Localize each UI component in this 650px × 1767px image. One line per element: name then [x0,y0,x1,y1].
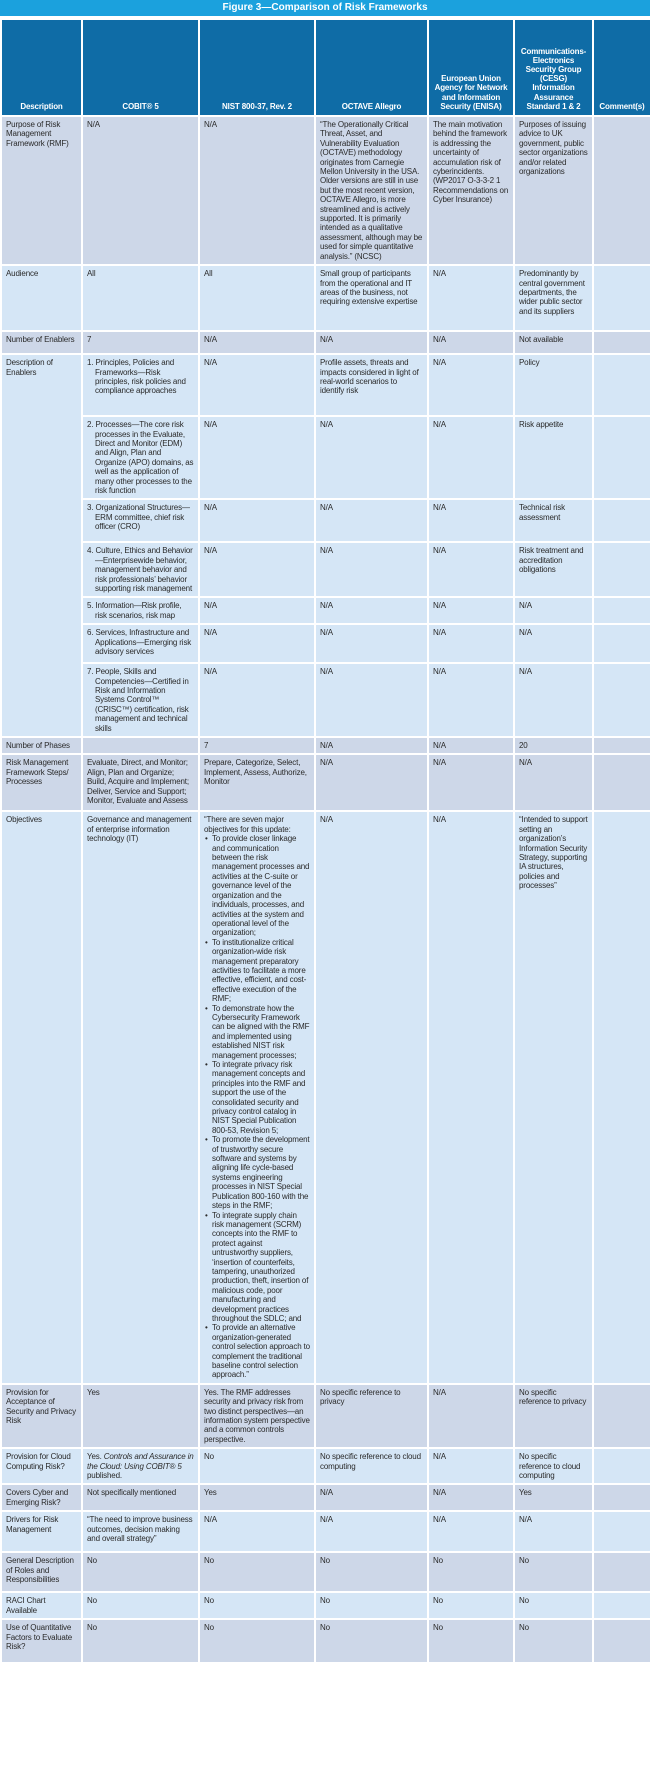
cell-comments [593,354,650,416]
table-row-enabler-6 [1,624,650,663]
cell-octave: “The Operationally Critical Threat, Asset, and Vulnerability Evaluation (OCTAVE) methodology originates from Carnegie Mellon University in the USA. Older versions are still in use but the most recent version, OCTAVE Allegro, is more streamlined and is actively supported. It is primarily intended as a qualitative assessment, although may be used for simple quantitative analysis.” (NCSC) [315,116,428,265]
row-label: Use of Quantitative Factors to Evaluate Risk? [1,1619,82,1663]
list-item: • To provide closer linkage and communication between the risk management processes and activities at the C-suite or governance level of the organization and the individuals, processes, and activities at the system and operational level of the organization; [212,834,310,937]
cell-enisa: N/A [428,811,514,1383]
table-row-cyber-risk [1,1484,650,1511]
cell-enisa: N/A [428,265,514,331]
enabler-text: 7. People, Skills and Competencies—Certified in Risk and Information Systems Control™ (CRISC™) certification, risk management and technical skills [87,667,189,733]
row-label: Provision for Cloud Computing Risk? [1,1448,82,1484]
cell-nist: No [199,1552,315,1592]
cell-comments [593,597,650,624]
cell-comments [593,1448,650,1484]
table-row-number-of-enablers [1,331,650,354]
cell-enisa: N/A [428,737,514,754]
cell-cesg: Purposes of issuing advice to UK government, public sector organizations and/or related organizations [514,116,593,265]
cell-nist: N/A [199,542,315,597]
enabler-text: 2. Processes—The core risk processes in the Evaluate, Direct and Monitor (EDM) and Align, Plan and Organize (APO) domains, as well as the application of many other processes to the risk function [87,420,194,495]
cell-octave: No [315,1592,428,1619]
cell-cobit: No [82,1592,199,1619]
cell-octave: No specific reference to cloud computing [315,1448,428,1484]
table-row-drivers [1,1511,650,1552]
cell-nist: N/A [199,416,315,499]
row-label: Drivers for Risk Management [1,1511,82,1552]
cell-comments [593,1384,650,1448]
cell-octave: No specific reference to privacy [315,1384,428,1448]
cell-cobit: “The need to improve business outcomes, decision making and overall strategy” [82,1511,199,1552]
cell-nist: N/A [199,663,315,737]
cell-cobit: 7 [82,331,199,354]
cell-enisa: N/A [428,1448,514,1484]
table-row-raci [1,1592,650,1619]
list-item: • To integrate supply chain risk management (SCRM) concepts into the RMF to protect against untrustworthy suppliers, ‘insertion of counterfeits, tampering, unauthorized production, theft, insertion of malicious code, poor manufacturing and development practices throughout the SDLC; and [212,1211,310,1324]
cell-enisa: No [428,1592,514,1619]
cell-enisa: No [428,1619,514,1663]
cell-cesg: “Intended to support setting an organization’s Information Security Strategy, supporting IA structures, policies and processes” [514,811,593,1383]
cell-comments [593,1552,650,1592]
cell-nist: N/A [199,354,315,416]
header-nist: NIST 800-37, Rev. 2 [199,19,315,116]
table-row-enabler-5 [1,597,650,624]
cell-comments [593,754,650,811]
cell-cesg: N/A [514,663,593,737]
cloud-cobit-publication-title: Controls and Assurance in the Cloud: Using COBIT® 5 [87,1452,194,1471]
table-row-quantitative [1,1619,650,1663]
cell-cesg: No specific reference to cloud computing [514,1448,593,1484]
cell-comments [593,416,650,499]
cell-octave: N/A [315,331,428,354]
cell-nist: N/A [199,597,315,624]
cell-enisa: No [428,1552,514,1592]
cell-nist: N/A [199,116,315,265]
cell-cobit [82,354,199,416]
cell-cesg: Risk appetite [514,416,593,499]
cell-cobit [82,499,199,542]
list-item: • To provide an alternative organization-generated control selection approach to complement the traditional baseline control selection approach.” [212,1323,310,1379]
table-row-roles [1,1552,650,1592]
list-item: • To promote the development of trustworthy secure software and systems by aligning life cycle-based systems engineering processes in NIST Special Publication 800-160 with the steps in the RMF; [212,1135,310,1210]
cell-cesg: N/A [514,1511,593,1552]
cell-cobit [82,663,199,737]
cell-nist: Prepare, Categorize, Select, Implement, Assess, Authorize, Monitor [199,754,315,811]
header-octave: OCTAVE Allegro [315,19,428,116]
row-label: Covers Cyber and Emerging Risk? [1,1484,82,1511]
cell-octave: N/A [315,1511,428,1552]
cell-cesg: No [514,1619,593,1663]
cell-comments [593,1484,650,1511]
table-row-enabler-1 [1,354,650,416]
cell-enisa: N/A [428,663,514,737]
cell-cobit: N/A [82,116,199,265]
table-row-purpose [1,116,650,265]
cell-nist [199,811,315,1383]
cell-enisa: N/A [428,354,514,416]
cell-cobit: Governance and management of enterprise information technology (IT) [82,811,199,1383]
cell-comments [593,663,650,737]
cell-cesg: No [514,1552,593,1592]
enabler-text: 6. Services, Infrastructure and Applications—Emerging risk advisory services [87,628,192,656]
cell-cobit [82,737,199,754]
cell-enisa: N/A [428,416,514,499]
cell-octave: N/A [315,1484,428,1511]
cell-nist: Yes. The RMF addresses security and privacy risk from two distinct perspectives—an information system perspective and a common controls perspective. [199,1384,315,1448]
cell-enisa: N/A [428,1384,514,1448]
cell-cesg: Risk treatment and accreditation obligations [514,542,593,597]
cell-octave: N/A [315,542,428,597]
nist-objectives-list [204,834,310,1380]
list-item: • To institutionalize critical organization-wide risk management preparatory activities to facilitate a more effective, efficient, and cost-effective execution of the RMF; [212,938,310,1004]
cell-nist: No [199,1619,315,1663]
row-label: Objectives [1,811,82,1383]
cell-comments [593,542,650,597]
table-row-objectives [1,811,650,1383]
table-row-rmf-steps [1,754,650,811]
table-row-number-of-phases [1,737,650,754]
enabler-text: 5. Information—Risk profile, risk scenarios, risk map [87,601,182,620]
cell-cesg: 20 [514,737,593,754]
cell-octave: No [315,1552,428,1592]
header-description: Description [1,19,82,116]
cell-cesg: Yes [514,1484,593,1511]
table-row-enabler-2 [1,416,650,499]
cloud-cobit-suffix: published. [87,1471,122,1481]
cell-octave: Small group of participants from the operational and IT areas of the business, not requiring extensive expertise [315,265,428,331]
cell-enisa: N/A [428,542,514,597]
cell-nist: N/A [199,331,315,354]
cell-comments [593,499,650,542]
cloud-cobit-prefix: Yes. [87,1452,104,1462]
cell-cobit [82,416,199,499]
cell-cesg: N/A [514,624,593,663]
cell-enisa: The main motivation behind the framework is addressing the uncertainty of accumulation risk of cyberincidents. (WP2017 O-3-3-2 1 Recommendations on Cyber Insurance) [428,116,514,265]
cell-comments [593,331,650,354]
cell-comments [593,116,650,265]
list-item: • To demonstrate how the Cybersecurity Framework can be aligned with the RMF and implemented using established NIST risk management processes; [212,1004,310,1060]
cell-comments [593,265,650,331]
enabler-text: 4. Culture, Ethics and Behavior—Enterprisewide behavior, management behavior and risk professionals’ behavior supporting risk management [87,546,193,593]
cell-octave: N/A [315,624,428,663]
cell-enisa: N/A [428,499,514,542]
cell-cobit: All [82,265,199,331]
cell-nist: N/A [199,624,315,663]
cell-cobit [82,542,199,597]
table-row-cloud-risk [1,1448,650,1484]
cell-nist: All [199,265,315,331]
cell-cobit: Not specifically mentioned [82,1484,199,1511]
nist-objectives-intro: “There are seven major objectives for this update: [204,815,291,834]
cell-cesg: N/A [514,754,593,811]
header-enisa: European Union Agency for Network and Information Security (ENISA) [428,19,514,116]
row-label: Number of Phases [1,737,82,754]
cell-octave: No [315,1619,428,1663]
cell-cesg: N/A [514,597,593,624]
cell-comments [593,624,650,663]
cell-octave: N/A [315,754,428,811]
cell-nist: Yes [199,1484,315,1511]
cell-enisa: N/A [428,1511,514,1552]
row-label: Provision for Acceptance of Security and Privacy Risk [1,1384,82,1448]
cell-nist: N/A [199,499,315,542]
row-label: General Description of Roles and Responsibilities [1,1552,82,1592]
row-label: Description of Enablers [1,354,82,737]
cell-enisa: N/A [428,1484,514,1511]
cell-enisa: N/A [428,597,514,624]
cell-cesg: No specific reference to privacy [514,1384,593,1448]
cell-nist: No [199,1592,315,1619]
cell-cobit: No [82,1619,199,1663]
cell-cesg: Technical risk assessment [514,499,593,542]
header-comments: Comment(s) [593,19,650,116]
cell-octave: N/A [315,737,428,754]
cell-comments [593,737,650,754]
table-row-enabler-7 [1,663,650,737]
cell-comments [593,811,650,1383]
row-label: Purpose of Risk Management Framework (RMF) [1,116,82,265]
cell-cesg: No [514,1592,593,1619]
row-label: Risk Management Framework Steps/ Processes [1,754,82,811]
cell-nist: N/A [199,1511,315,1552]
cell-cobit: Yes [82,1384,199,1448]
table-row-privacy-risk [1,1384,650,1448]
cell-enisa: N/A [428,331,514,354]
cell-cobit: No [82,1552,199,1592]
header-row [1,19,650,116]
cell-octave: N/A [315,416,428,499]
cell-cobit [82,1448,199,1484]
list-item: • To integrate privacy risk management concepts and principles into the RMF and support the use of the consolidated security and privacy control catalog in NIST Special Publication 800-53, Revision 5; [212,1060,310,1135]
cell-cobit [82,597,199,624]
figure-title: Figure 3—Comparison of Risk Frameworks [0,0,650,18]
cell-enisa: N/A [428,754,514,811]
header-cesg: Communications-Electronics Security Group (CESG) Information Assurance Standard 1 & 2 [514,19,593,116]
cell-nist: No [199,1448,315,1484]
cell-cobit [82,624,199,663]
row-label: Audience [1,265,82,331]
cell-comments [593,1511,650,1552]
cell-octave: N/A [315,663,428,737]
comparison-table [0,18,650,1664]
cell-cobit: Evaluate, Direct, and Monitor; Align, Plan and Organize; Build, Acquire and Implement; Deliver, Service and Support; Monitor, Evaluate and Assess [82,754,199,811]
header-cobit: COBIT® 5 [82,19,199,116]
cell-octave: Profile assets, threats and impacts considered in light of real-world scenarios to identify risk [315,354,428,416]
cell-comments [593,1619,650,1663]
cell-cesg: Policy [514,354,593,416]
table-row-audience [1,265,650,331]
cell-octave: N/A [315,811,428,1383]
table-row-enabler-4 [1,542,650,597]
cell-enisa: N/A [428,624,514,663]
cell-nist: 7 [199,737,315,754]
cell-cesg: Not available [514,331,593,354]
row-label: Number of Enablers [1,331,82,354]
cell-cesg: Predominantly by central government departments, the wider public sector and its suppliers [514,265,593,331]
cell-octave: N/A [315,597,428,624]
enabler-text: 3. Organizational Structures—ERM committee, chief risk officer (CRO) [87,503,190,532]
cell-octave: N/A [315,499,428,542]
row-label: RACI Chart Available [1,1592,82,1619]
table-row-enabler-3 [1,499,650,542]
enabler-text: 1. Principles, Policies and Frameworks—Risk principles, risk policies and compliance approaches [87,358,186,396]
cell-comments [593,1592,650,1619]
